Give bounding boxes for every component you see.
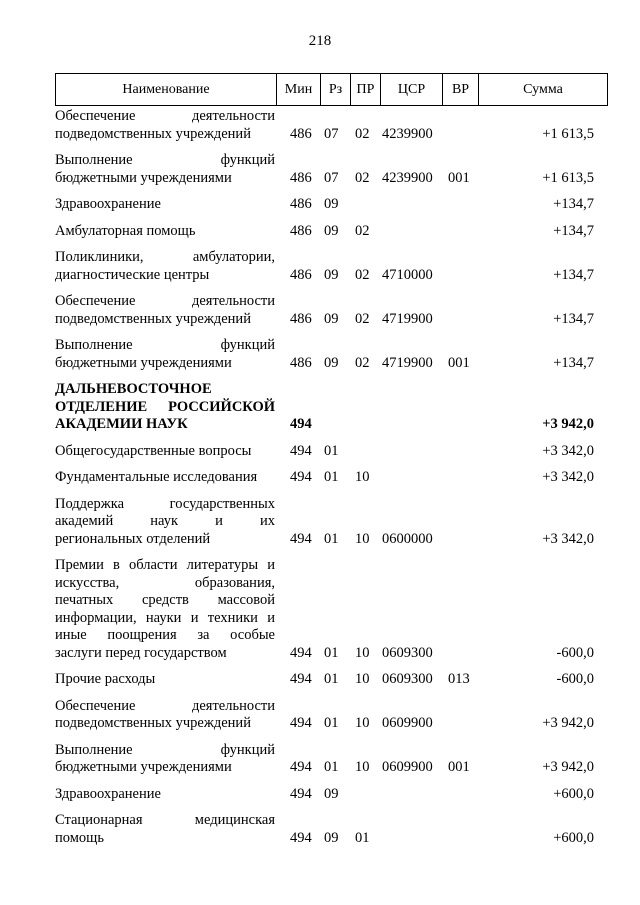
row-vr: 001: [448, 354, 470, 371]
row-name-line: региональных отделений: [55, 530, 211, 547]
table-row: [55, 293, 608, 328]
header-name: Наименование: [122, 82, 210, 97]
row-min: 494: [290, 530, 312, 547]
table-row: [55, 381, 608, 434]
row-name-line: Здравоохранение: [55, 785, 161, 802]
row-name: [55, 337, 275, 372]
header-rz: Рз: [320, 74, 350, 105]
row-pr: 02: [355, 266, 370, 283]
row-name: [55, 108, 275, 143]
row-csr: 0600000: [382, 530, 433, 547]
table-row: [55, 557, 608, 662]
row-rz: 09: [324, 310, 339, 327]
row-name-line: подведомственных учреждений: [55, 715, 251, 731]
row-sum: +134,7: [553, 354, 594, 371]
row-rz: 01: [324, 759, 339, 775]
row-sum: +3 942,0: [542, 416, 594, 432]
table-row: [55, 196, 608, 214]
row-pr: 10: [355, 530, 370, 547]
row-name: [55, 249, 275, 284]
row-csr: 0609300: [382, 671, 433, 687]
header-vr: ВР: [442, 74, 478, 105]
row-rz: 07: [324, 169, 339, 186]
row-name: [55, 698, 275, 733]
row-sum: +1 613,5: [542, 169, 594, 186]
row-name-line: Обеспечение деятельности: [55, 108, 275, 124]
row-csr: 0609300: [382, 644, 433, 661]
row-name-line: помощь: [55, 829, 104, 846]
row-name-line: ОТДЕЛЕНИЕ РОССИЙСКОЙ: [55, 398, 275, 415]
table-row: [55, 671, 608, 689]
row-name-line: Выполнение функций: [55, 152, 275, 168]
row-sum: -600,0: [556, 644, 594, 661]
row-min: 494: [290, 829, 312, 846]
row-min: 486: [290, 222, 312, 239]
page-number: 218: [308, 33, 332, 49]
row-name-line: бюджетными учреждениями: [55, 759, 232, 775]
table-row: [55, 223, 608, 241]
table-row: [55, 742, 608, 777]
row-csr: 0609900: [382, 759, 433, 775]
table-row: [55, 152, 608, 187]
row-name-line: искусства, образования,: [55, 574, 275, 591]
row-vr: 001: [448, 759, 470, 775]
row-min: 494: [290, 671, 312, 687]
table-row: [55, 698, 608, 733]
header-sum: Сумма: [478, 74, 607, 105]
row-rz: 01: [324, 442, 339, 459]
row-name: [55, 786, 275, 804]
row-name: [55, 196, 275, 214]
row-min: 486: [290, 169, 312, 186]
row-min: 494: [290, 644, 312, 661]
row-min: 494: [290, 715, 312, 731]
row-sum: +134,7: [553, 266, 594, 283]
row-sum: +3 342,0: [542, 442, 594, 459]
row-name-line: заслуги перед государством: [55, 644, 227, 661]
row-name-line: Поддержка государственных: [55, 495, 275, 512]
row-name-line: Выполнение функций: [55, 337, 275, 353]
table-row: [55, 337, 608, 372]
row-min: 486: [290, 310, 312, 327]
header-min: Мин: [276, 74, 320, 105]
row-pr: 02: [355, 354, 370, 371]
row-pr: 02: [355, 310, 370, 327]
table-row: [55, 443, 608, 461]
table-row: [55, 249, 608, 284]
table-body: [55, 108, 608, 856]
row-min: 486: [290, 125, 312, 142]
row-name: [55, 496, 275, 549]
row-name-line: АКАДЕМИИ НАУК: [55, 416, 188, 432]
row-name-line: Фундаментальные исследования: [55, 469, 258, 485]
table-row: [55, 812, 608, 847]
row-name-line: иные поощрения за особые: [55, 627, 275, 643]
row-name-line: Поликлиники, амбулатории,: [55, 249, 275, 265]
row-rz: 07: [324, 125, 339, 142]
row-name: [55, 381, 275, 434]
row-sum: +3 342,0: [542, 530, 594, 547]
row-name: [55, 671, 275, 689]
row-name-line: ДАЛЬНЕВОСТОЧНОЕ: [55, 381, 212, 397]
row-rz: 09: [324, 785, 339, 802]
row-name: [55, 152, 275, 187]
row-min: 494: [290, 785, 312, 802]
header-csr: ЦСР: [380, 74, 442, 105]
row-name-line: Амбулаторная помощь: [55, 222, 196, 239]
row-sum: +134,7: [553, 310, 594, 327]
row-sum: +134,7: [553, 196, 594, 212]
row-name-line: Общегосударственные вопросы: [55, 442, 252, 459]
row-csr: 4719900: [382, 354, 433, 371]
row-name: [55, 812, 275, 847]
row-name-line: Прочие расходы: [55, 671, 156, 687]
row-pr: 02: [355, 222, 370, 239]
row-name: [55, 557, 275, 662]
row-name-line: подведомственных учреждений: [55, 125, 251, 142]
row-name-line: диагностические центры: [55, 266, 210, 283]
row-csr: 0609900: [382, 715, 433, 731]
row-pr: 10: [355, 644, 370, 661]
row-pr: 02: [355, 125, 370, 142]
row-rz: 01: [324, 715, 339, 731]
row-name-line: Стационарная медицинская: [55, 812, 275, 828]
row-rz: 01: [324, 530, 339, 547]
row-name-line: Обеспечение деятельности: [55, 697, 275, 714]
row-sum: +600,0: [553, 785, 594, 802]
row-sum: +3 942,0: [542, 715, 594, 731]
row-min: 486: [290, 266, 312, 283]
row-rz: 09: [324, 354, 339, 371]
table-row: [55, 786, 608, 804]
row-pr: 01: [355, 829, 370, 846]
row-min: 494: [290, 759, 312, 775]
row-csr: 4239900: [382, 169, 433, 186]
row-rz: 01: [324, 469, 339, 485]
row-pr: 10: [355, 715, 370, 731]
row-name: [55, 443, 275, 461]
row-min: 486: [290, 354, 312, 371]
header-pr: ПР: [350, 74, 380, 105]
row-pr: 10: [355, 671, 370, 687]
row-rz: 01: [324, 644, 339, 661]
table-header: [55, 73, 608, 106]
row-name-line: Здравоохранение: [55, 196, 161, 212]
row-name-line: информации, науки и техники и: [55, 609, 275, 626]
row-sum: -600,0: [556, 671, 594, 687]
row-csr: 4239900: [382, 125, 433, 142]
row-name-line: подведомственных учреждений: [55, 310, 251, 327]
row-name: [55, 742, 275, 777]
row-pr: 02: [355, 169, 370, 186]
row-sum: +134,7: [553, 222, 594, 239]
row-pr: 10: [355, 759, 370, 775]
row-name: [55, 469, 275, 487]
row-name-line: бюджетными учреждениями: [55, 169, 232, 186]
row-sum: +600,0: [553, 829, 594, 846]
row-name: [55, 223, 275, 241]
row-csr: 4710000: [382, 266, 433, 283]
table-row: [55, 108, 608, 143]
row-name-line: Выполнение функций: [55, 741, 275, 758]
row-rz: 09: [324, 829, 339, 846]
row-rz: 09: [324, 196, 339, 212]
row-rz: 09: [324, 222, 339, 239]
row-name-line: академий наук и их: [55, 513, 275, 529]
row-csr: 4719900: [382, 310, 433, 327]
row-min: 494: [290, 469, 312, 485]
row-name: [55, 293, 275, 328]
row-name-line: Премии в области литературы и: [55, 557, 275, 573]
row-name-line: Обеспечение деятельности: [55, 293, 275, 309]
row-min: 494: [290, 442, 312, 459]
row-sum: +3 942,0: [542, 759, 594, 775]
row-vr: 001: [448, 169, 470, 186]
row-rz: 01: [324, 671, 339, 687]
row-sum: +1 613,5: [542, 125, 594, 142]
row-min: 486: [290, 196, 312, 212]
row-sum: +3 342,0: [542, 469, 594, 485]
row-min: 494: [290, 416, 312, 432]
row-pr: 10: [355, 469, 370, 485]
row-name-line: бюджетными учреждениями: [55, 354, 232, 371]
row-vr: 013: [448, 671, 470, 687]
row-rz: 09: [324, 266, 339, 283]
row-name-line: печатных средств массовой: [55, 592, 275, 608]
table-row: [55, 496, 608, 549]
table-row: [55, 469, 608, 487]
